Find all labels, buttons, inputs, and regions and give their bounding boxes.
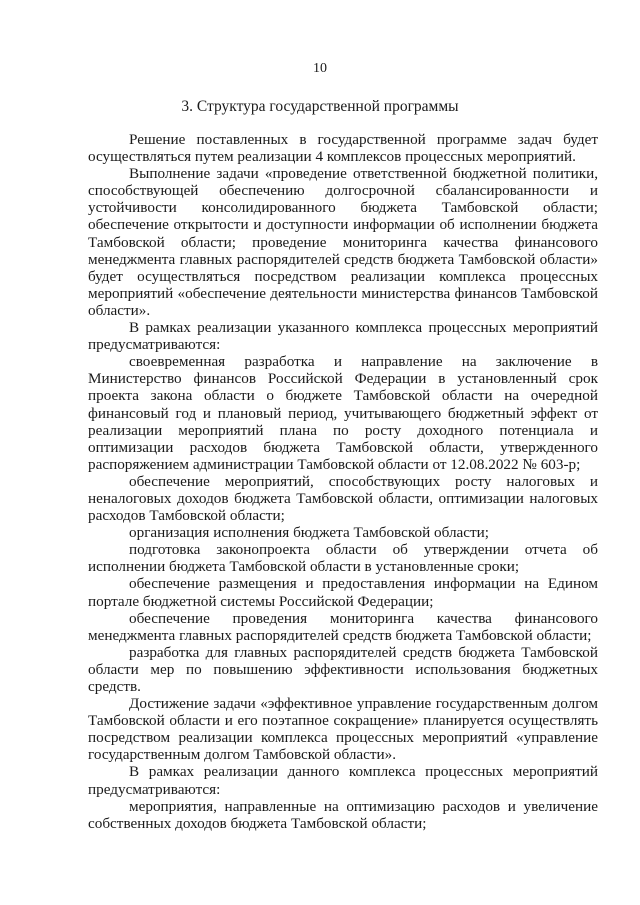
list-item: разработка для главных распорядителей средств бюджета Тамбовской области мер по повышению эффективности использования бюджетных средств. xyxy=(88,643,598,695)
paragraph: Выполнение задачи «проведение ответственной бюджетной политики, способствующей обеспечению долгосрочной сбалансированности и устойчивости консолидированного бюджета Тамбовской области; обеспечение открытости и доступности информации об исполнении бюджета Тамбовской области; проведение мониторинга качества финансового менеджмента главных распорядителей средств бюджета Тамбовской области» будет осуществляться посредством реализации комплекса процессных мероприятий «обеспечение деятельности министерства финансов Тамбовской области». xyxy=(88,165,598,319)
paragraph: Решение поставленных в государственной программе задач будет осуществляться путем реализации 4 комплексов процессных мероприятий. xyxy=(88,131,598,166)
body-text xyxy=(88,131,598,832)
list-item: обеспечение мероприятий, способствующих росту налоговых и неналоговых доходов бюджета Тамбовской области, оптимизации налоговых расходов Тамбовской области; xyxy=(88,472,598,525)
list-item: обеспечение проведения мониторинга качества финансового менеджмента главных распорядителей средств бюджета Тамбовской области; xyxy=(88,609,598,644)
paragraph: В рамках реализации указанного комплекса процессных мероприятий предусматриваются: xyxy=(88,319,598,354)
list-item: своевременная разработка и направление на заключение в Министерство финансов Российской Федерации в установленный срок проекта закона области о бюджете Тамбовской области на очередной финансовый год и плановый период, учитывающего бюджетный эффект от реализации мероприятий плана по росту доходного потенциала и оптимизации расходов бюджета Тамбовской области, утвержденного распоряжением администрации Тамбовской области от 12.08.2022 № 603-р; xyxy=(88,353,598,473)
paragraph: В рамках реализации данного комплекса процессных мероприятий предусматриваются: xyxy=(88,763,598,798)
paragraph: Достижение задачи «эффективное управление государственным долгом Тамбовской области и его поэтапное сокращение» планируется осуществлять посредством реализации комплекса процессных мероприятий «управление государственным долгом Тамбовской области». xyxy=(88,695,598,764)
list-item: мероприятия, направленные на оптимизацию расходов и увеличение собственных доходов бюджета Тамбовской области; xyxy=(88,797,598,832)
list-item: подготовка законопроекта области об утверждении отчета об исполнении бюджета Тамбовской области в установленные сроки; xyxy=(88,541,598,576)
list-item: организация исполнения бюджета Тамбовской области; xyxy=(129,524,489,542)
section-title: 3. Структура государственной программы xyxy=(181,98,459,115)
list-item: обеспечение размещения и предоставления информации на Едином портале бюджетной системы Российской Федерации; xyxy=(88,575,598,610)
page-number: 10 xyxy=(313,61,327,76)
